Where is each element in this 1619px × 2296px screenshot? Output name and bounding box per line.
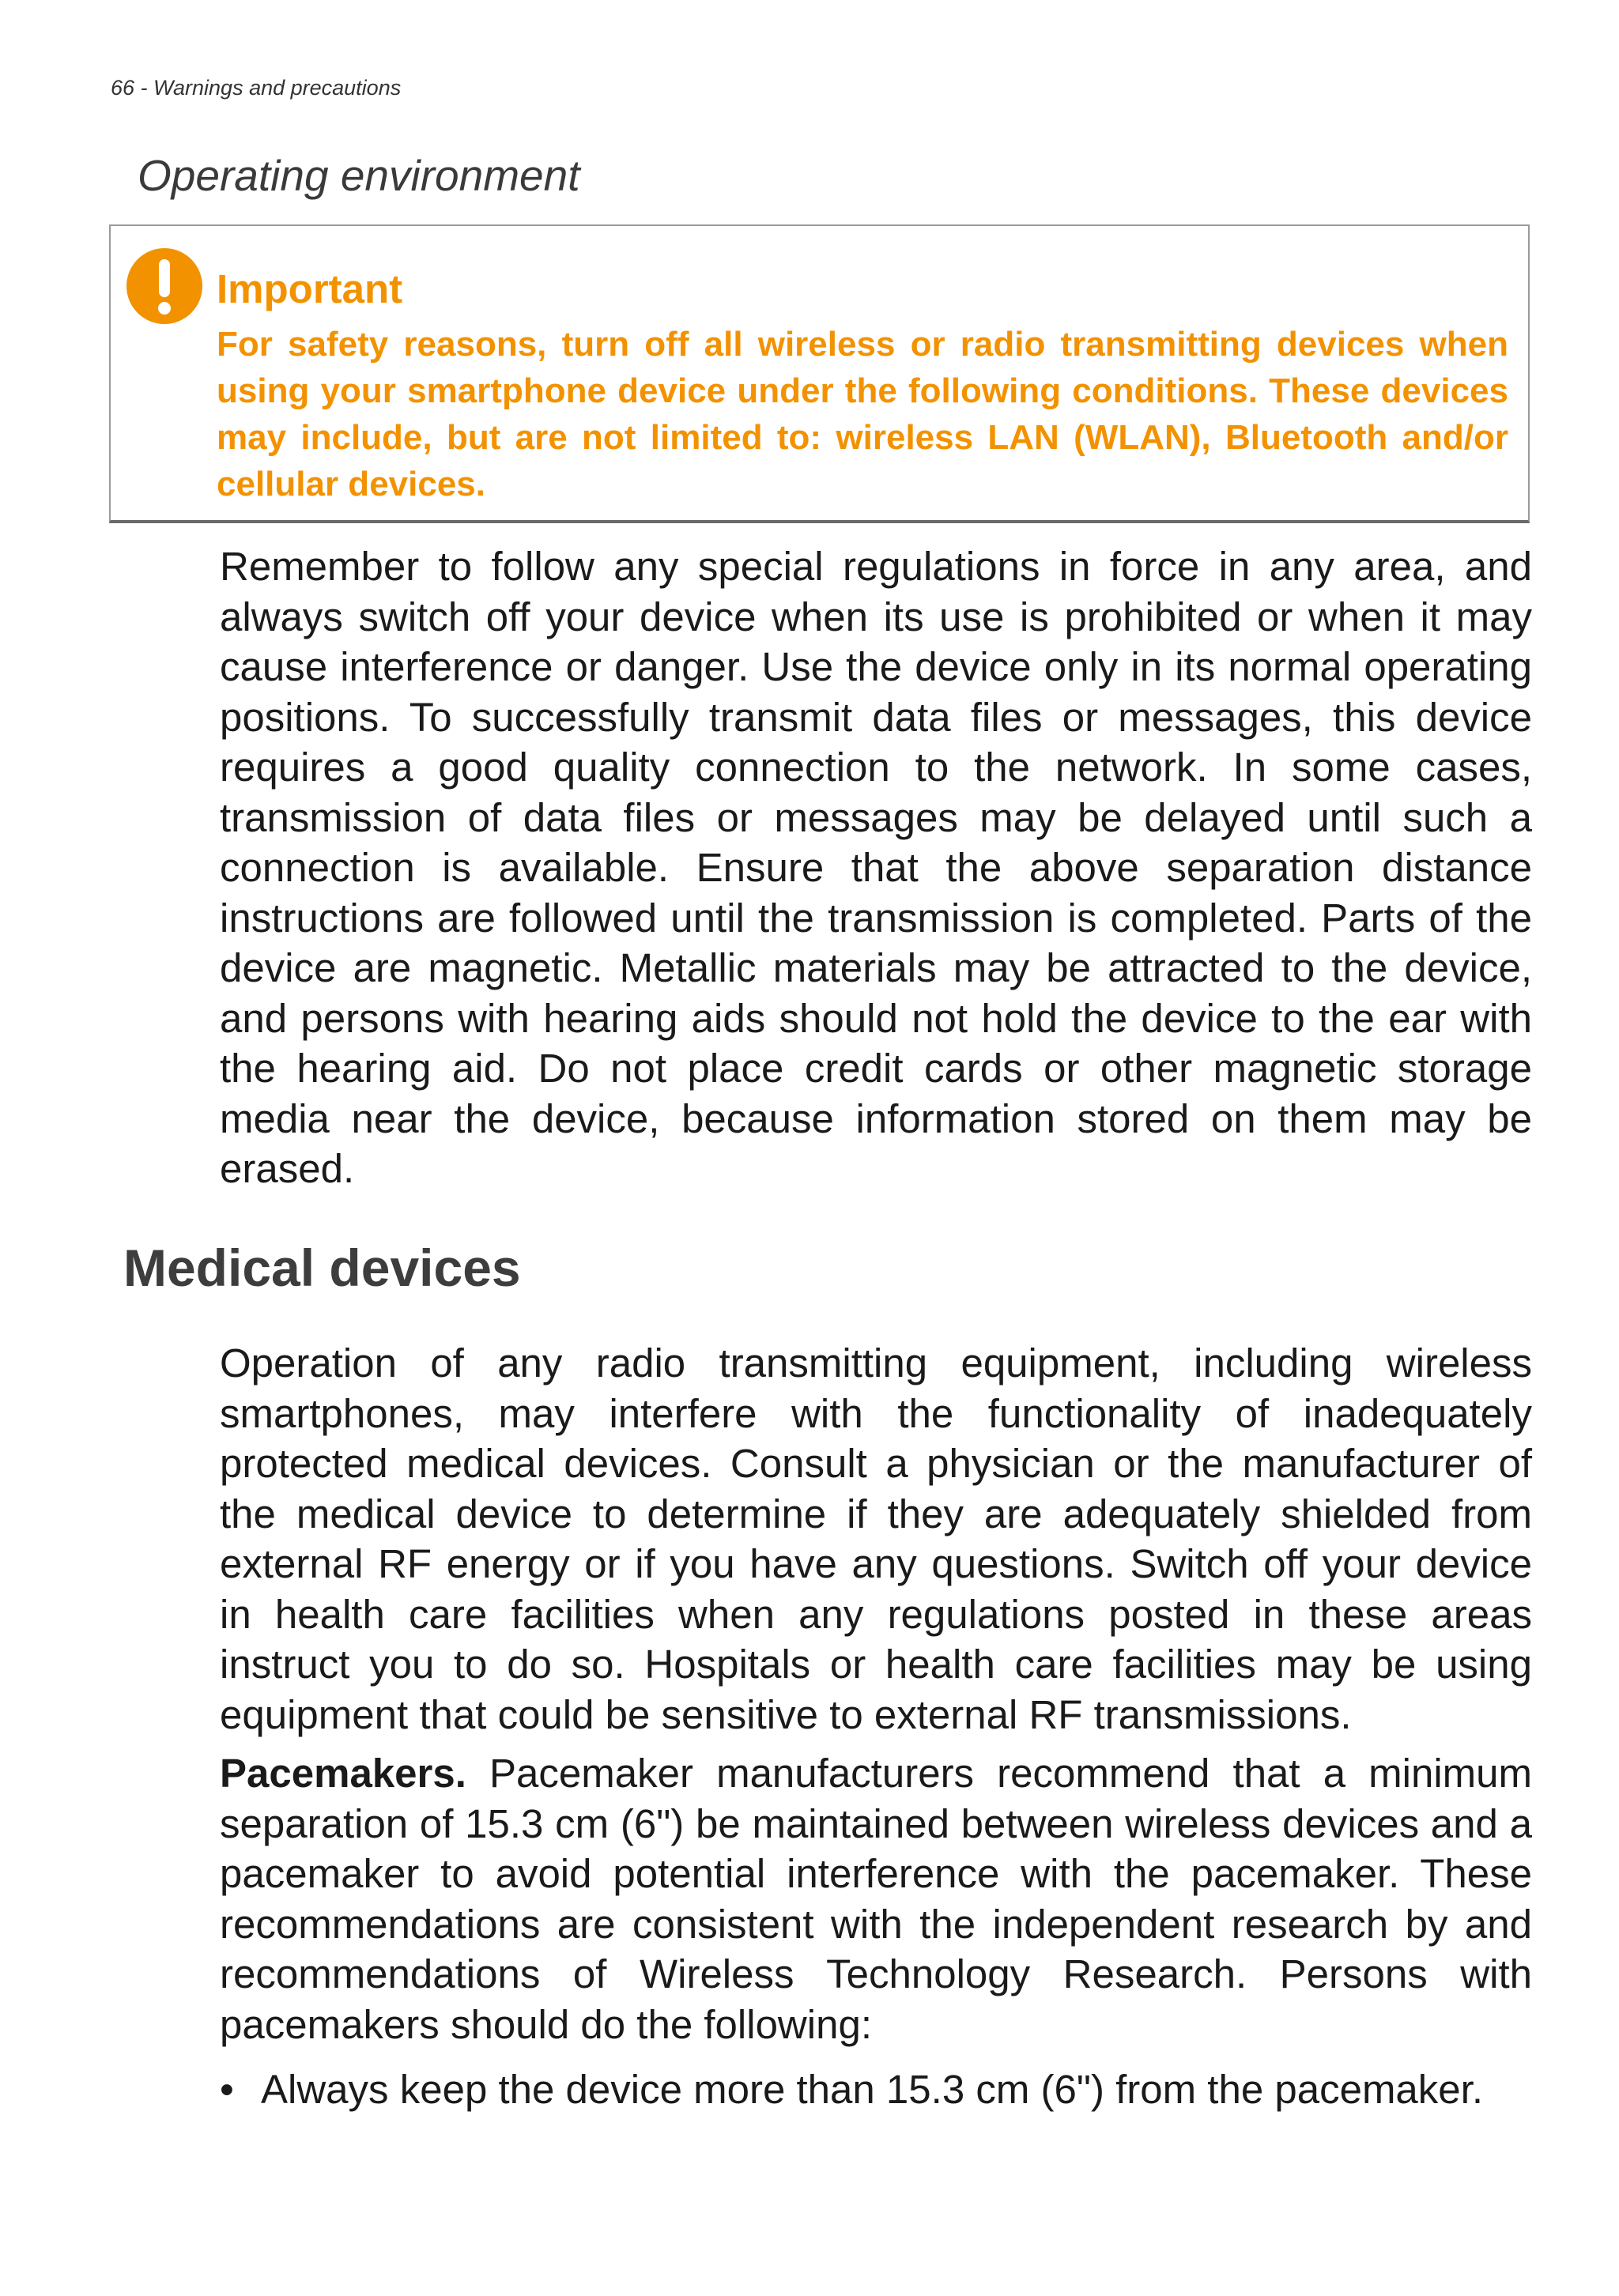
pacemakers-paragraph [220,1748,1532,2049]
important-notice-box [109,224,1530,523]
subsection-title: Operating environment [138,151,580,200]
medical-devices-heading: Medical devices [123,1238,521,1297]
important-title: Important [217,266,403,311]
bullet-text: Always keep the device more than 15.3 cm (6") from the pacemaker. [261,2067,1483,2112]
running-header: 66 - Warnings and precautions [111,76,402,100]
operating-environment-paragraph: Remember to follow any special regulations in force in any area, and always switch off your device when its use is prohibited or when it may cause interference or danger. Use the device only in its normal operating positions. To successfully transmit data files or messages, this device requires a good quality connection to the network. In some cases, transmission of data files or messages may be delayed until such a connection is available. Ensure that the above separation distance instructions are followed until the transmission is completed. Parts of the device are magnetic. Metallic materials may be attracted to the device, and persons with hearing aids should not hold the device to the ear with the hearing aid. Do not place credit cards or other magnetic storage media near the device, because information stored on them may be erased. [220,544,1532,1191]
pacemakers-text: Pacemaker manufacturers recommend that a minimum separation of 15.3 cm (6") be maintained between wireless devices and a pacemaker to avoid potential interference with the pacemaker. These recommendations are consistent with the independent research by and recommendations of Wireless Technology Research. Persons with pacemakers should do the following: [220,1751,1532,2047]
pacemakers-lead: Pacemakers. [220,1751,466,1796]
important-text: For safety reasons, turn off all wireless or radio transmitting devices when using your smartphone device under the following conditions. These devices may include, but are not limited to: wireless LAN (WLAN), Bluetooth and/or cellular devices. [217,325,1508,503]
bullet-icon: • [220,2067,234,2112]
list-item [220,2064,1564,2115]
medical-devices-paragraph: Operation of any radio transmitting equipment, including wireless smartphones, may interfere with the functionality of inadequately protected medical devices. Consult a physician or the manufacturer of the medical device to determine if they are adequately shielded from external RF energy or if you have any questions. Switch off your device in health care facilities when any regulations posted in these areas instruct you to do so. Hospitals or health care facilities may be using equipment that could be sensitive to external RF transmissions. [220,1340,1532,1737]
exclamation-circle-icon [126,248,202,324]
